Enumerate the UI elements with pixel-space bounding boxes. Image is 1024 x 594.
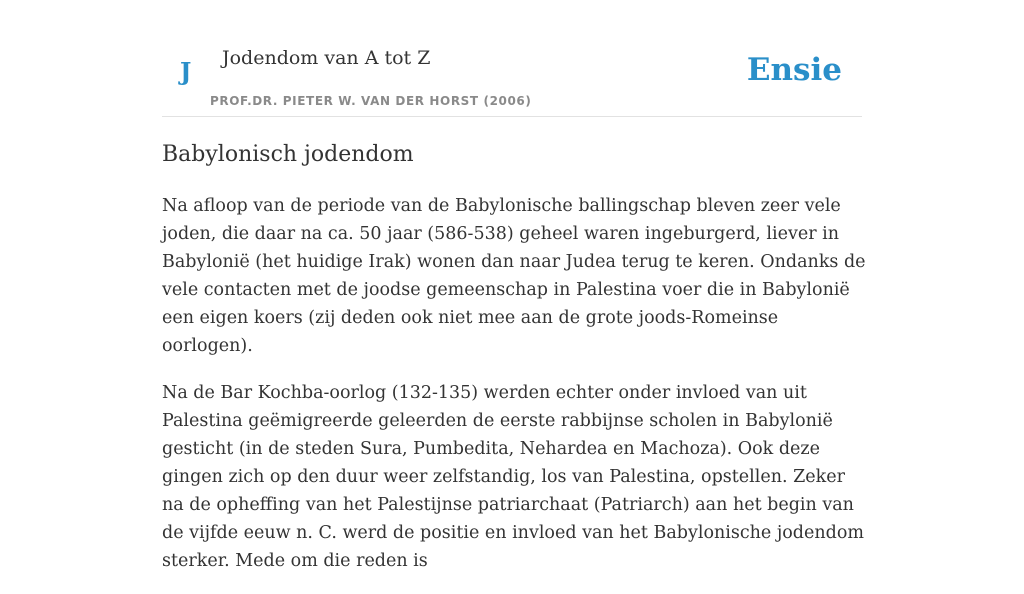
book-title[interactable]: Jodendom van A tot Z bbox=[222, 47, 431, 69]
article-paragraph: Na afloop van de periode van de Babylonische ballingschap bleven zeer vele joden, die daar na ca. 50 jaar (586-538) geheel waren ingeburgerd, liever in Babylonië (het huidige Irak) wonen dan naar Judea terug te keren. Ondanks de vele contacten met de joodse gemeenschap in Palestina voer die in Babylonië een eigen koers (zij deden ook niet mee aan de grote joods-Romeinse oorlogen). bbox=[162, 196, 866, 356]
book-author: PROF.DR. PIETER W. VAN DER HORST (2006) bbox=[210, 94, 532, 108]
ensie-logo[interactable]: Ensie bbox=[746, 52, 842, 88]
page-header bbox=[162, 0, 862, 117]
article-body bbox=[162, 192, 868, 594]
article-paragraph: Na de Bar Kochba-oorlog (132-135) werden echter onder invloed van uit Palestina geëmigreerde geleerden de eerste rabbijnse scholen in Babylonië gesticht (in de steden Sura, Pumbedita, Nehardea en Machoza). Ook deze gingen zich op den duur weer zelfstandig, los van Palestina, opstellen. Zeker na de opheffing van het Palestijnse patriarchaat (Patriarch) aan het begin van de vijfde eeuw n. C. werd de positie en invloed van het Babylonische jodendom sterker. Mede om die reden is bbox=[162, 383, 864, 571]
book-initial: J bbox=[180, 57, 192, 86]
article-title: Babylonisch jodendom bbox=[162, 142, 414, 167]
